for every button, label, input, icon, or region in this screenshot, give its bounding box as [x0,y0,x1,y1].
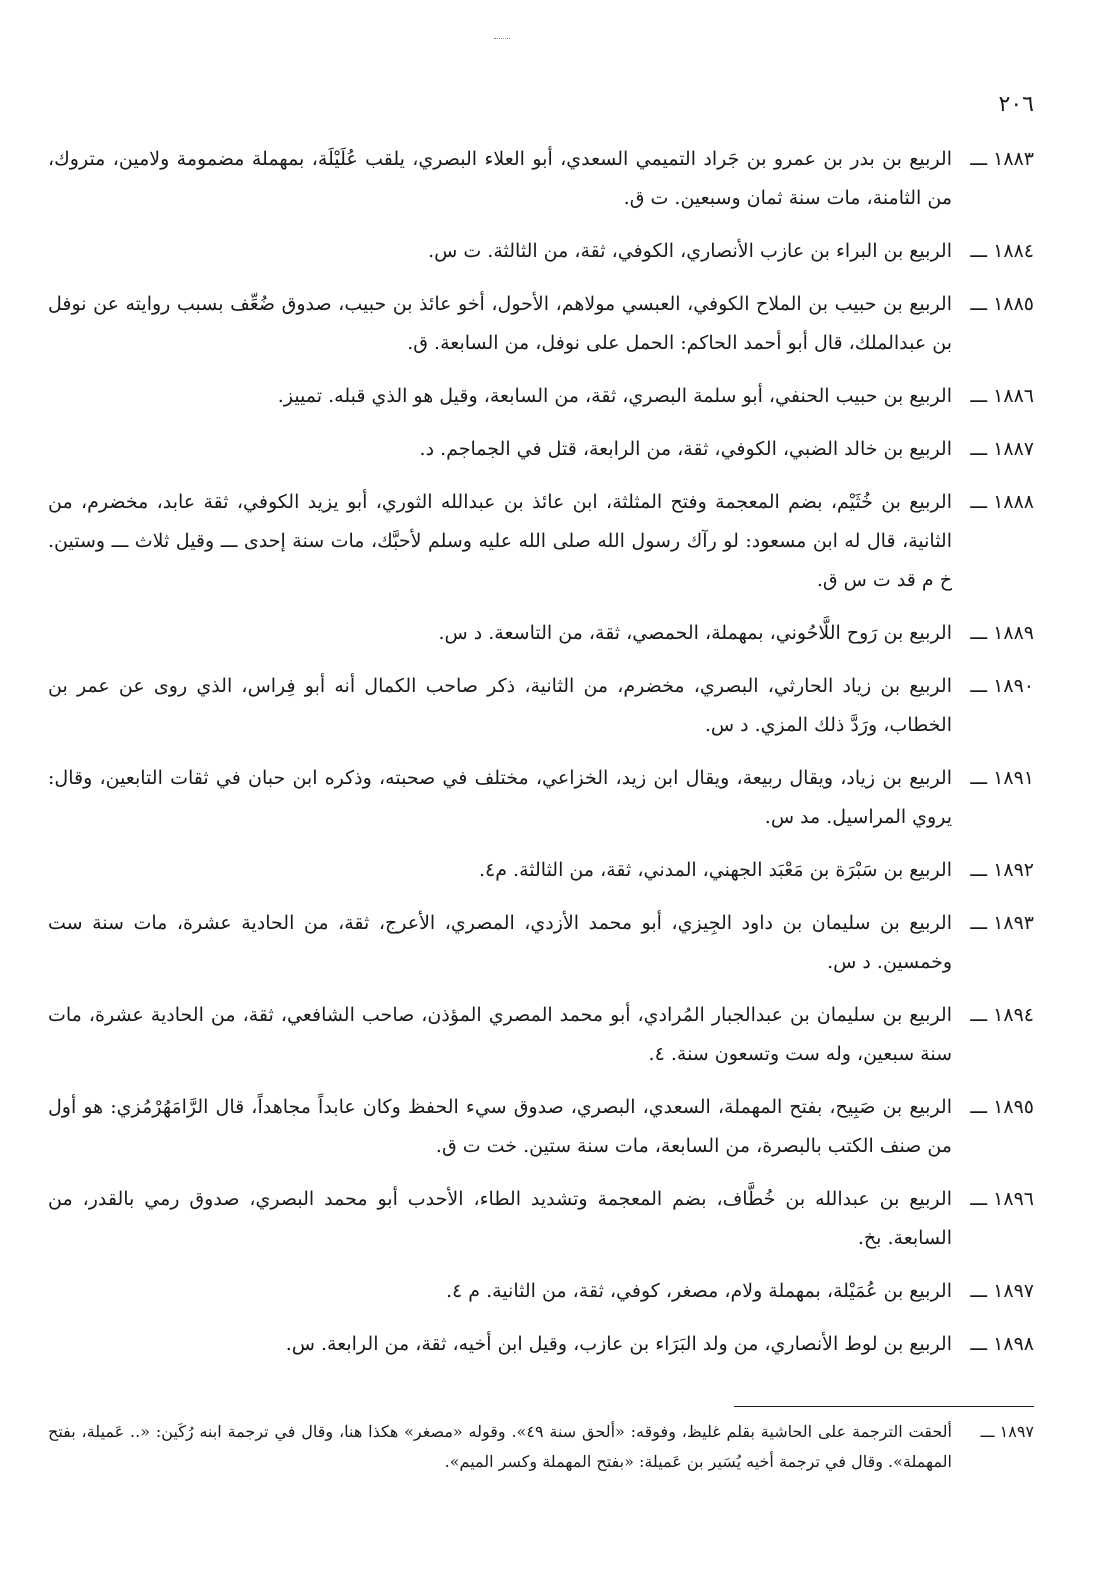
entry [48,1272,1034,1311]
entry-number: ١٨٨٣ ـــ [970,148,1034,170]
entry-number: ١٨٩٤ ـــ [970,1004,1034,1026]
entry-number: ١٨٩٦ ـــ [970,1188,1034,1210]
entry-text: الربيع بن بدر بن عمرو بن جَراد التميمي السعدي، أبو العلاء البصري، يلقب عُلَيْلَة، بمهملة مضمومة ولامين، متروك، من الثامنة، مات سنة ثمان وسبعين. ت ق. [48,148,952,209]
entry [48,1180,1034,1258]
page-number: ٢٠٦ [998,92,1034,117]
entry-number: ١٨٩٢ ـــ [970,859,1034,881]
entry-number: ١٨٩٨ ـــ [970,1333,1034,1355]
footnote-separator [734,1406,1034,1407]
entry-text: الربيع بن لوط الأنصاري، من ولد البَرَاء بن عازب، وقيل ابن أخيه، ثقة، من الرابعة. س. [285,1333,952,1355]
entry-number: ١٨٨٨ ـــ [970,491,1034,513]
entry [48,614,1034,653]
entry-text: الربيع بن عُمَيْلة، بمهملة ولام، مصغر، كوفي، ثقة، من الثانية. م ٤. [445,1280,952,1302]
entry [48,140,1034,218]
entry-text: الربيع بن زياد، ويقال ربيعة، ويقال ابن زيد، الخزاعي، مختلف في صحبته، وذكره ابن حبان في ثقات التابعين، وقال: يروي المراسيل. مد س. [48,767,952,828]
entry-number: ١٨٩١ ـــ [970,767,1034,789]
entry-text: الربيع بن صَبِيح، بفتح المهملة، السعدي، البصري، صدوق سيء الحفظ وكان عابداً مجاهداً، قال الرَّامَهُرْمُزي: هو أول من صنف الكتب بالبصرة، من السابعة، مات سنة ستين. خت ت ق. [48,1096,952,1157]
entry-text: الربيع بن البراء بن عازب الأنصاري، الكوفي، ثقة، من الثالثة. ت س. [428,240,952,262]
entry-text: الربيع بن سليمان بن عبدالجبار المُرادي، أبو محمد المصري المؤذن، صاحب الشافعي، ثقة، من الحادية عشرة، مات سنة سبعين، وله ست وتسعون سنة. ٤. [48,1004,952,1065]
entry-number: ١٨٩٥ ـــ [970,1096,1034,1118]
entry [48,667,1034,745]
footnote-text: ألحقت الترجمة على الحاشية بقلم غليظ، وفوقه: «ألحق سنة ٤٩». وقوله «مصغر» هكذا هنا، وقال في ترجمة ابنه رُكَين: «.. عَميلة، بفتح المهملة». وقال في ترجمة أخيه يُسَير بن عَميلة: «بفتح المهملة وكسر الميم». [48,1422,952,1471]
entry [48,1088,1034,1166]
entry-number: ١٨٩٧ ـــ [970,1280,1034,1302]
entry-number: ١٨٩٣ ـــ [970,912,1034,934]
entry-text: الربيع بن رَوح اللَّاحُوني، بمهملة، الحمصي، ثقة، من التاسعة. د س. [438,622,952,644]
entry-number: ١٨٩٠ ـــ [970,675,1034,697]
entry-number: ١٨٨٥ ـــ [970,293,1034,315]
entry-text: الربيع بن خالد الضبي، الكوفي، ثقة، من الرابعة، قتل في الجماجم. د. [419,438,952,460]
entry [48,232,1034,271]
entry-number: ١٨٨٦ ـــ [970,385,1034,407]
entry [48,377,1034,416]
entry [48,996,1034,1074]
entry-number: ١٨٨٤ ـــ [970,240,1034,262]
entries-list [48,140,1034,1378]
entry [48,904,1034,982]
footnote-number: ١٨٩٧ ـــ [980,1422,1034,1441]
entry-text: الربيع بن عبدالله بن خُطَّاف، بضم المعجمة وتشديد الطاء، الأحدب أبو محمد البصري، صدوق رمي بالقدر، من السابعة. بخ. [48,1188,952,1249]
entry-text: الربيع بن حبيب بن الملاح الكوفي، العبسي مولاهم، الأحول، أخو عائذ بن حبيب، صدوق ضُعِّف بسبب روايته عن نوفل بن عبدالملك، قال أبو أحمد الحاكم: الحمل على نوفل، من السابعة. ق. [48,293,952,354]
entry [48,1325,1034,1364]
entry [48,430,1034,469]
entry [48,483,1034,600]
entry [48,759,1034,837]
entry [48,851,1034,890]
entry-number: ١٨٨٧ ـــ [970,438,1034,460]
footnote [48,1417,1034,1477]
scan-speck [494,38,510,41]
entry-text: الربيع بن حبيب الحنفي، أبو سلمة البصري، ثقة، من السابعة، وقيل هو الذي قبله. تمييز. [277,385,952,407]
entry-text: الربيع بن سَبْرَة بن مَعْبَد الجهني، المدني، ثقة، من الثالثة. م٤. [478,859,952,881]
entry-text: الربيع بن زياد الحارثي، البصري، مخضرم، من الثانية، ذكر صاحب الكمال أنه أبو فِراس، الذي روى عن عمر بن الخطاب، ورَدَّ ذلك المزي. د س. [48,675,952,736]
entry-text: الربيع بن خُثَيْم، بضم المعجمة وفتح المثلثة، ابن عائذ بن عبدالله الثوري، أبو يزيد الكوفي، ثقة عابد، مخضرم، من الثانية، قال له ابن مسعود: لو رآك رسول الله صلى الله عليه وسلم لأحبَّك، مات سنة إحدى ـــ وقيل ثلاث ـــ وستين. خ م قد ت س ق. [48,491,952,591]
entry [48,285,1034,363]
entry-text: الربيع بن سليمان بن داود الجِيزي، أبو محمد الأزدي، المصري، الأعرج، ثقة، من الحادية عشرة، مات سنة ست وخمسين. د س. [48,912,952,973]
entry-number: ١٨٨٩ ـــ [970,622,1034,644]
